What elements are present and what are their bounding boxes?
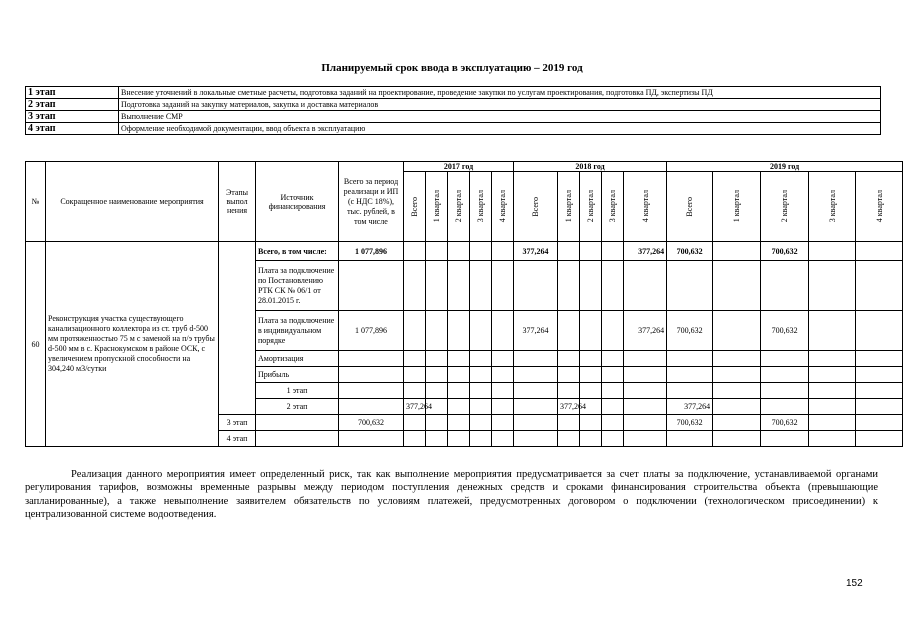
stage-3: 3 этап (219, 415, 256, 431)
row-number: 60 (26, 242, 46, 447)
header-2018-q3: 3 квартал (608, 190, 618, 223)
stage-2: 2 этап (256, 399, 339, 415)
header-2018-total: Всего (531, 196, 541, 217)
stage-3-total: 700,632 (339, 415, 404, 431)
stage-2-2018-q4: 377,264 (667, 399, 713, 415)
header-source: Источник финансирования (256, 162, 339, 242)
header-2017-q4: 4 квартал (498, 190, 508, 223)
stage-text: Выполнение СМР (119, 111, 881, 123)
individ-value: 1 077,896 (339, 311, 404, 351)
stage-3-2019: 700,632 (667, 415, 713, 431)
header-total: Всего за период реализаци и ИП (с НДС 18%), тыс. рублей, в том числе (339, 162, 404, 242)
header-2019-q2: 2 квартал (780, 190, 790, 223)
header-2019-q3: 3 квартал (827, 190, 837, 223)
stage-row (26, 99, 881, 111)
individ-2019-q2: 700,632 (761, 311, 809, 351)
header-2019-q1: 1 квартал (732, 190, 742, 223)
stage-label: 1 этап (26, 87, 119, 99)
stage-2-total: 377,264 (404, 399, 426, 415)
stage-3-2019-q2: 700,632 (761, 415, 809, 431)
total-2018: 377,264 (514, 242, 558, 261)
header-num: № (26, 162, 46, 242)
stage-text: Внесение уточнений в локальные сметные расчеты, подготовка заданий на проектирование, проведение закупки по услугам проектирования, подготовка ПД, экспертизы ПД (119, 87, 881, 99)
stages-table (25, 86, 881, 135)
stage-label: 4 этап (26, 123, 119, 135)
source-postanov: Плата за подключение по Постановлению РТК СК № 06/1 от 28.01.2015 г. (256, 261, 339, 311)
total-value: 1 077,896 (339, 242, 404, 261)
header-name: Сокращенное наименование мероприятия (46, 162, 219, 242)
stage-row (26, 87, 881, 99)
header-2019-q4: 4 квартал (874, 190, 884, 223)
individ-2019: 700,632 (667, 311, 713, 351)
source-total-label: Всего, в том числе: (256, 242, 339, 261)
page-title: Планируемый срок ввода в эксплуатацию – 2019 год (321, 62, 583, 74)
individ-2018: 377,264 (514, 311, 558, 351)
source-amort: Амортизация (256, 351, 339, 367)
header-2019-total: Всего (685, 196, 695, 217)
risk-paragraph: Реализация данного мероприятия имеет определенный риск, так как выполнение мероприятия предусматривается за счет платы за подключение, устанавливаемой органами регулирования тарифов, возможны временные разрывы между периодом поступления денежных средств и сроками финансирования строительства объекта (превышающие запланированные), а также невыполнение заявителем обязательств по условиям платежей, предусмотренных договором о подключении (технологическом присоединении) к централизованной системе водоотведения. (25, 469, 878, 520)
stage-label: 2 этап (26, 99, 119, 111)
stage-2-2018: 377,264 (558, 399, 580, 415)
stage-row (26, 123, 881, 135)
header-2018-q4: 4 квартал (640, 190, 650, 223)
row-name: Реконструкция участка существующего канализационного коллектора из ст. труб d-500 мм протяженностью 75 м с заменой на п/э трубы d-500 мм в с. Краснокумском в районе ОСК, с увеличением пропускной способности на 304,240 м3/сутки (46, 242, 219, 447)
stage-text: Подготовка заданий на закупку материалов, закупка и доставка материалов (119, 99, 881, 111)
header-2018-q1: 1 квартал (564, 190, 574, 223)
stage-row (26, 111, 881, 123)
source-individ: Плата за подключение в индивидуальном порядке (256, 311, 339, 351)
header-2017-q3: 3 квартал (476, 190, 485, 223)
page-number: 152 (846, 578, 863, 589)
source-profit: Прибыль (256, 367, 339, 383)
header-stages: Этапы выпол нения (219, 162, 256, 242)
stage-1: 1 этап (256, 383, 339, 399)
total-2018-q4: 377,264 (624, 242, 667, 261)
stage-label: 3 этап (26, 111, 119, 123)
header-2017-q1: 1 квартал (432, 190, 441, 223)
stage-text: Оформление необходимой документации, ввод объекта в эксплуатацию (119, 123, 881, 135)
header-2017-q2: 2 квартал (454, 190, 463, 223)
header-2018-q2: 2 квартал (586, 190, 596, 223)
header-year-2018: 2018 год (514, 162, 667, 172)
total-2019: 700,632 (667, 242, 713, 261)
header-2017-total: Всего (410, 196, 419, 217)
financing-table (25, 161, 903, 447)
header-year-2017: 2017 год (404, 162, 514, 172)
header-year-2019: 2019 год (667, 162, 903, 172)
individ-2018-q4: 377,264 (624, 311, 667, 351)
total-2019-q2: 700,632 (761, 242, 809, 261)
stage-4: 4 этап (219, 431, 256, 447)
table-row (26, 242, 903, 261)
